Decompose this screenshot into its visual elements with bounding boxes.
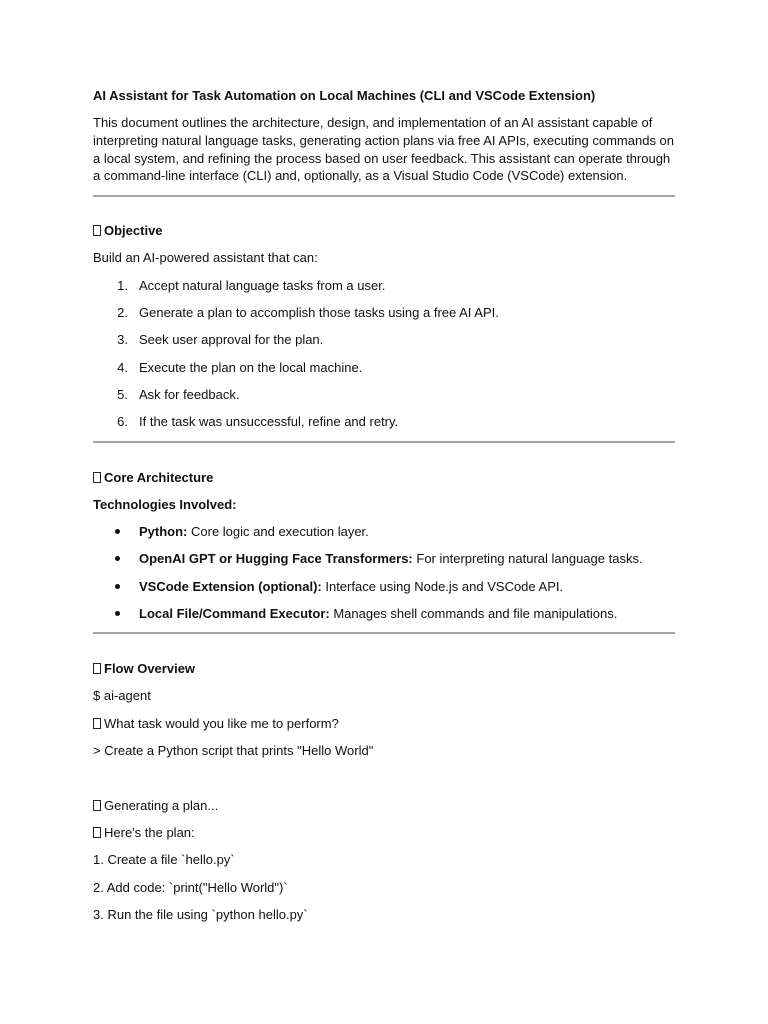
bullet-icon <box>115 556 120 561</box>
bullet-icon <box>115 611 120 616</box>
cli-generating <box>93 798 218 814</box>
cli-command: $ ai-agent <box>93 688 151 703</box>
objective-lead: Build an AI-powered assistant that can: <box>93 250 318 265</box>
cli-plan-intro-text: Here's the plan: <box>104 825 195 840</box>
list-item: Ask for feedback. <box>139 387 240 402</box>
list-item-term: VSCode Extension (optional): <box>139 579 322 594</box>
missing-glyph-icon <box>93 827 101 838</box>
list-item-term: Python: <box>139 524 188 539</box>
list-item <box>139 551 643 567</box>
list-item: If the task was unsuccessful, refine and retry. <box>139 414 399 429</box>
technologies-subheading: Technologies Involved: <box>93 497 237 512</box>
bullet-icon <box>115 529 120 534</box>
list-item-desc: Manages shell commands and file manipulations. <box>329 606 618 621</box>
cli-prompt <box>93 716 339 732</box>
objective-heading <box>93 223 163 239</box>
list-item-number: 1. <box>117 278 128 293</box>
list-item-term: Local File/Command Executor: <box>139 606 330 621</box>
document-title: AI Assistant for Task Automation on Local Machines (CLI and VSCode Extension) <box>93 88 596 103</box>
list-item <box>139 524 369 540</box>
list-item-desc: Core logic and execution layer. <box>187 524 369 539</box>
missing-glyph-icon <box>93 472 101 483</box>
objective-heading-label: Objective <box>104 223 163 238</box>
cli-generating-text: Generating a plan... <box>104 798 219 813</box>
cli-user-input: > Create a Python script that prints "Hello World" <box>93 743 374 758</box>
flow-heading-label: Flow Overview <box>104 661 196 676</box>
list-item-number: 3. <box>117 332 128 347</box>
list-item-desc: Interface using Node.js and VSCode API. <box>321 579 564 594</box>
list-item-number: 4. <box>117 360 128 375</box>
architecture-heading-label: Core Architecture <box>104 470 214 485</box>
missing-glyph-icon <box>93 800 101 811</box>
plan-step: 1. Create a file `hello.py` <box>93 852 235 867</box>
intro-paragraph: This document outlines the architecture, design, and implementation of an AI assistant capable of interpreting natural language tasks, generating action plans via free AI APIs, executing commands on a local system, and refining the process based on user feedback. This assistant can operate through a command-line interface (CLI) and, optionally, as a Visual Studio Code (VSCode) extension. <box>93 115 675 184</box>
horizontal-rule <box>93 195 675 197</box>
cli-prompt-text: What task would you like me to perform? <box>104 716 339 731</box>
list-item <box>139 579 563 595</box>
missing-glyph-icon <box>93 225 101 236</box>
horizontal-rule <box>93 632 675 634</box>
cli-plan-intro <box>93 825 195 841</box>
list-item: Generate a plan to accomplish those tasks using a free AI API. <box>139 305 499 320</box>
list-item-desc: For interpreting natural language tasks. <box>412 551 643 566</box>
bullet-icon <box>115 584 120 589</box>
missing-glyph-icon <box>93 663 101 674</box>
missing-glyph-icon <box>93 718 101 729</box>
list-item: Seek user approval for the plan. <box>139 332 324 347</box>
horizontal-rule <box>93 441 675 443</box>
list-item-number: 2. <box>117 305 128 320</box>
flow-heading <box>93 661 195 677</box>
list-item: Accept natural language tasks from a user. <box>139 278 386 293</box>
list-item <box>139 606 617 622</box>
list-item: Execute the plan on the local machine. <box>139 360 363 375</box>
list-item-number: 5. <box>117 387 128 402</box>
list-item-term: OpenAI GPT or Hugging Face Transformers: <box>139 551 413 566</box>
list-item-number: 6. <box>117 414 128 429</box>
plan-step: 3. Run the file using `python hello.py` <box>93 907 308 922</box>
plan-step: 2. Add code: `print("Hello World")` <box>93 880 288 895</box>
architecture-heading <box>93 470 213 486</box>
